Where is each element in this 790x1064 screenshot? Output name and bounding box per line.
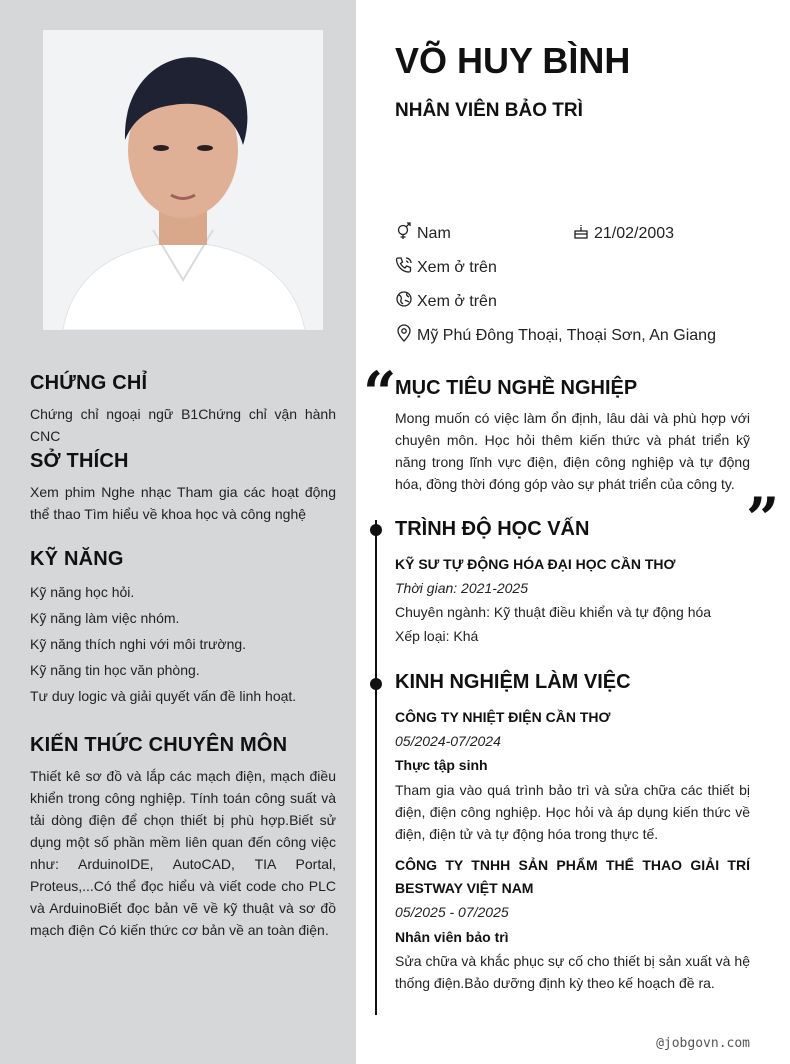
main-content [356, 0, 790, 1064]
cake-icon [572, 222, 590, 245]
skill-item: Kỹ năng học hỏi. [30, 584, 135, 600]
website-info [395, 290, 497, 313]
knowledge-section [30, 734, 336, 941]
address-info [395, 324, 716, 347]
job-period: 05/2024-07/2024 [395, 733, 501, 749]
quote-open-icon: “ [363, 359, 397, 427]
quote-close-icon: ” [746, 485, 780, 553]
candidate-position: NHÂN VIÊN BẢO TRÌ [395, 100, 583, 121]
skill-item: Kỹ năng thích nghi với môi trường. [30, 636, 247, 652]
education-time: Thời gian: 2021-2025 [395, 580, 528, 596]
knowledge-text: Thiết kê sơ đồ và lắp các mạch điện, mạch điều khiển trong công nghiệp. Tính toán công suất và tải dòng điện để chọn thiết bị phù hợp.Biết sử dụng một số phần mềm liên quan đến công việc như: ArduinoIDE, AutoCAD, TIA Portal, Proteus,...Có thể đọc hiểu và viết code cho PLC và ArduinoBiết đọc bản vẽ về kỹ thuật và sơ đồ mạch điện Có kiến thức cơ bản về an toàn điện. [30, 768, 336, 938]
job-role: Thực tập sinh [395, 757, 488, 773]
job-description: Sửa chữa và khắc phục sự cố cho thiết bị sản xuất và hệ thống điện.Bảo dưỡng định kỳ theo kế hoạch đề ra. [395, 953, 750, 991]
skills-title: KỸ NĂNG [30, 548, 124, 570]
birthday-info [572, 222, 674, 245]
certificates-section [30, 372, 336, 447]
footer-watermark: @jobgovn.com [656, 1036, 750, 1051]
job-company: CÔNG TY NHIỆT ĐIỆN CẦN THƠ [395, 709, 611, 725]
skill-item: Kỹ năng làm việc nhóm. [30, 610, 180, 626]
knowledge-title: KIẾN THỨC CHUYÊN MÔN [30, 734, 288, 756]
candidate-name: VÕ HUY BÌNH [395, 40, 631, 81]
job-company: CÔNG TY TNHH SẢN PHẨM THỂ THAO GIẢI TRÍ BESTWAY VIỆT NAM [395, 857, 750, 896]
education-title: TRÌNH ĐỘ HỌC VẤN [395, 518, 590, 540]
globe-icon [395, 290, 413, 313]
job-period: 05/2025 - 07/2025 [395, 904, 509, 920]
job-role: Nhân viên bảo trì [395, 929, 509, 945]
address-value: Mỹ Phú Đông Thoại, Thoại Sơn, An Giang [417, 326, 716, 344]
skill-item: Tư duy logic và giải quyết vấn đề linh hoạt. [30, 688, 297, 704]
location-icon [395, 324, 413, 347]
job-description: Tham gia vào quá trình bảo trì và sửa chữa các thiết bị điện, điện công nghiệp. Học hỏi và áp dụng kiến thức về điện, điện tử và tự động hóa trong thực tế. [395, 782, 750, 842]
sidebar [0, 0, 356, 1064]
phone-value: Xem ở trên [417, 258, 497, 276]
gender-icon [395, 222, 413, 245]
skills-section [30, 548, 336, 709]
timeline-line [375, 520, 377, 1015]
education-school: KỸ SƯ TỰ ĐỘNG HÓA ĐẠI HỌC CẦN THƠ [395, 556, 676, 572]
experience-title: KINH NGHIỆM LÀM VIỆC [395, 671, 631, 693]
education-major: Chuyên ngành: Kỹ thuật điều khiển và tự động hóa [395, 604, 712, 620]
timeline-dot [370, 524, 382, 536]
timeline-dot [370, 678, 382, 690]
objective-text: Mong muốn có việc làm ổn định, lâu dài và phù hợp với chuyên môn. Học hỏi thêm kiến thức và phát triển kỹ năng trong lĩnh vực điện, điện công nghiệp và tự động hóa, đồng thời đóng góp vào sự phát triển của công ty. [395, 410, 750, 492]
profile-photo [43, 30, 323, 330]
website-value: Xem ở trên [417, 292, 497, 310]
skill-item: Kỹ năng tin học văn phòng. [30, 662, 200, 678]
birthday-value: 21/02/2003 [594, 224, 675, 242]
phone-icon [395, 256, 413, 279]
gender-info [395, 222, 451, 245]
hobbies-text: Xem phim Nghe nhạc Tham gia các hoạt động thể thao Tìm hiểu về khoa học và công nghệ [30, 484, 336, 522]
phone-info [395, 256, 497, 279]
certificates-title: CHỨNG CHỈ [30, 372, 148, 394]
objective-title: MỤC TIÊU NGHỀ NGHIỆP [395, 377, 638, 399]
gender-value: Nam [417, 224, 451, 242]
education-grade: Xếp loại: Khá [395, 628, 479, 644]
certificates-text: Chứng chỉ ngoại ngữ B1Chứng chỉ vận hành CNC [30, 406, 336, 444]
hobbies-section [30, 450, 336, 525]
hobbies-title: SỞ THÍCH [30, 450, 129, 472]
